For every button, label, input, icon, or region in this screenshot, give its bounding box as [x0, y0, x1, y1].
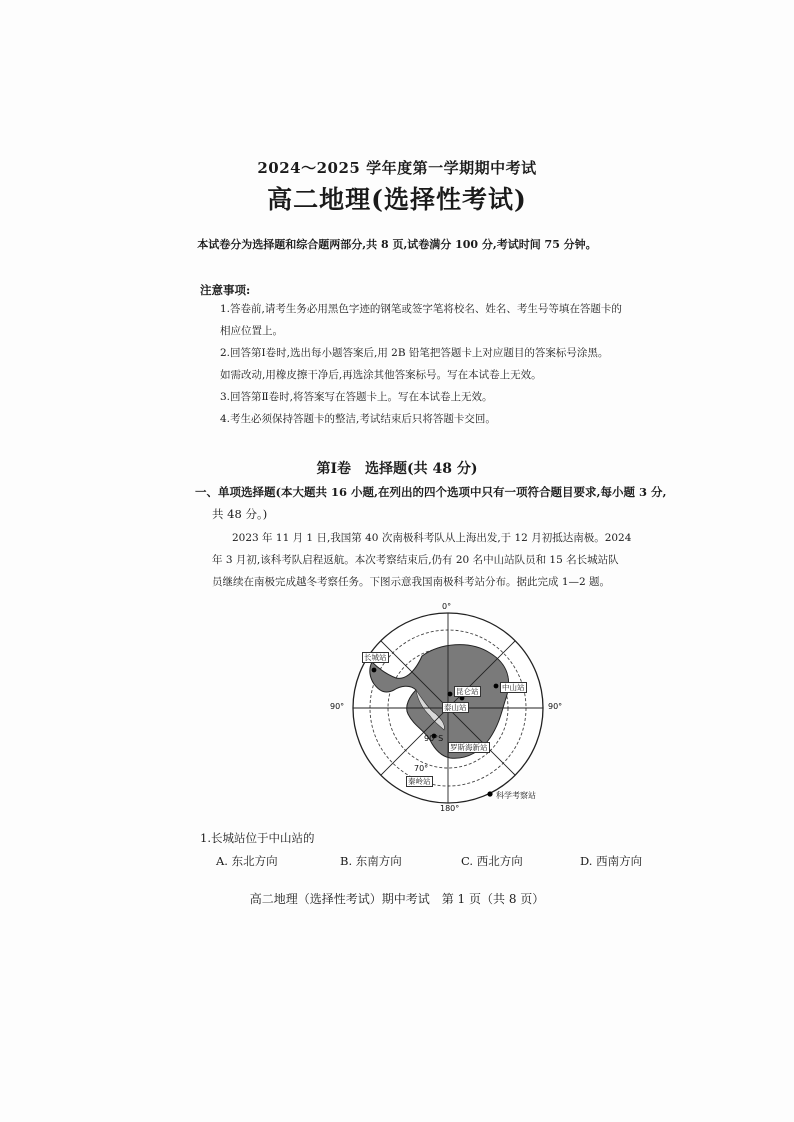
section-title: 第Ⅰ卷 选择题(共 48 分) [316, 461, 478, 477]
option-d: D. 西南方向 [580, 854, 643, 868]
exam-title: 高二地理(选择性考试) [267, 185, 527, 214]
tag-zhongshan: 中山站 [502, 683, 525, 692]
label-90-right: 90° [548, 702, 563, 711]
label-90-left: 90° [330, 702, 345, 711]
option-a: A. 东北方向 [216, 854, 278, 868]
part-instructions: 一、单项选择题(本大题共 16 小题,在列出的四个选项中只有一项符合题目要求,每小题 3 分, [195, 485, 667, 499]
note-1-cont: 相应位置上。 [220, 325, 283, 337]
passage-line-2: 年 3 月初,该科考队启程返航。本次考察结束后,仍有 20 名中山站队员和 15 名长城站队 [212, 554, 619, 566]
antarctica-map [330, 598, 570, 820]
label-70: 70° [414, 764, 429, 773]
label-180: 180° [440, 804, 460, 813]
tag-taishan: 泰山站 [444, 703, 467, 712]
passage-line-1: 2023 年 11 月 1 日,我国第 40 次南极科考队从上海出发,于 12 月初抵达南极。2024 [232, 532, 632, 544]
exam-intro: 本试卷分为选择题和综合题两部分,共 8 页,试卷满分 100 分,考试时间 75 分钟。 [197, 238, 597, 251]
station-dot-zhongshan [494, 684, 499, 689]
note-4: 4.考生必须保持答题卡的整洁,考试结束后只将答题卡交回。 [220, 413, 496, 425]
exam-year-line: 2024～2025 学年度第一学期期中考试 [257, 159, 537, 177]
tag-kunlun: 昆仑站 [456, 687, 479, 696]
page-footer: 高二地理（选择性考试）期中考试 第 1 页（共 8 页） [249, 892, 545, 906]
option-c: C. 西北方向 [461, 854, 523, 868]
notes-title: 注意事项: [200, 283, 251, 297]
label-90s: 90°S [424, 734, 444, 743]
legend-dot [487, 791, 492, 796]
label-0: 0° [442, 602, 452, 611]
note-1: 1.答卷前,请考生务必用黑色字迹的钢笔或签字笔将校名、姓名、考生号等填在答题卡的 [220, 303, 622, 315]
tag-qinling: 秦岭站 [408, 777, 431, 786]
station-dot-taishan [448, 692, 453, 697]
tag-changcheng: 长城站 [364, 653, 387, 662]
note-2: 2.回答第Ⅰ卷时,选出每小题答案后,用 2B 铅笔把答题卡上对应题目的答案标号涂黑。 [220, 347, 609, 359]
passage-line-3: 员继续在南极完成越冬考察任务。下图示意我国南极科考站分布。据此完成 1—2 题。 [212, 576, 611, 588]
tag-luosi: 罗斯海新站 [450, 743, 488, 752]
note-3: 3.回答第Ⅱ卷时,将答案写在答题卡上。写在本试卷上无效。 [220, 391, 493, 403]
legend-label: 科学考察站 [496, 791, 536, 800]
note-2-cont: 如需改动,用橡皮擦干净后,再选涂其他答案标号。写在本试卷上无效。 [220, 369, 542, 381]
station-dot-changcheng [372, 668, 377, 673]
option-b: B. 东南方向 [340, 854, 402, 868]
question-1-stem: 1.长城站位于中山站的 [200, 831, 315, 845]
part-instructions-cont: 共 48 分。) [212, 507, 268, 521]
